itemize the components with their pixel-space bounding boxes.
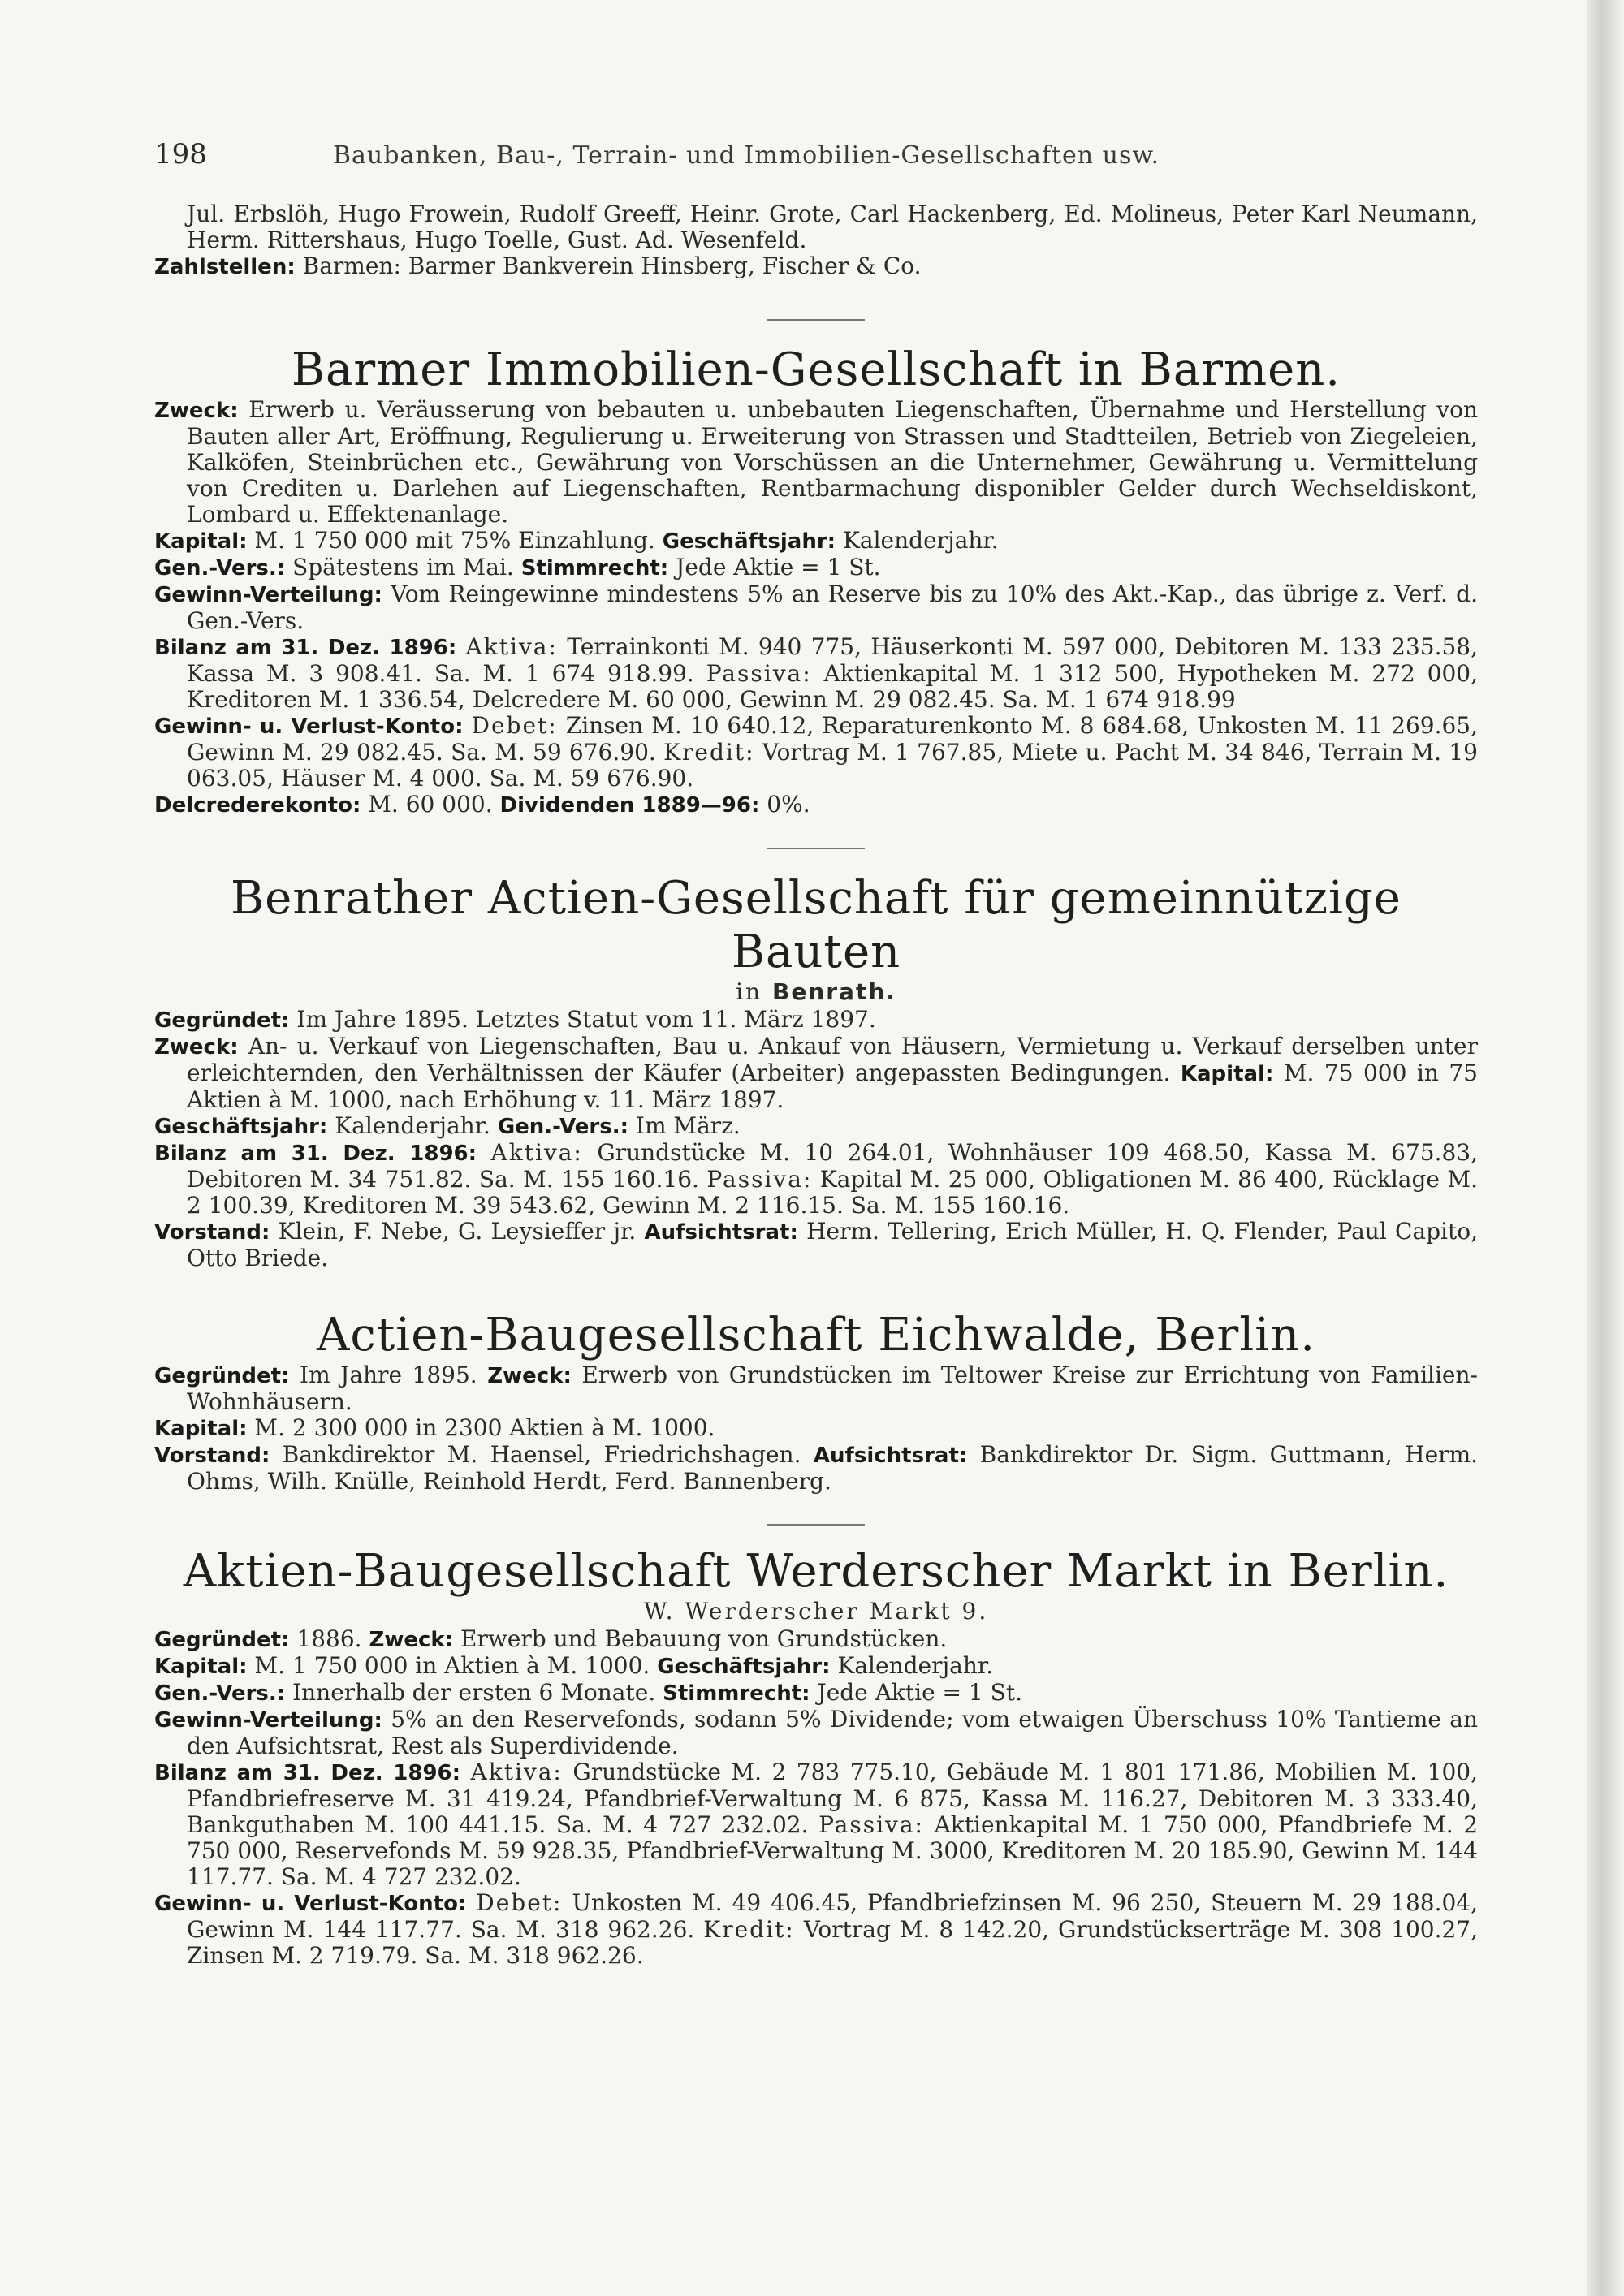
gegruendet-entry: Gegründet: Im Jahre 1895. Letztes Statut vom 11. März 1897. (154, 1006, 876, 1033)
gewinnverteilung-entry: Gewinn-Verteilung: 5% an den Reservefonds, sodann 5% Dividende; vom etwaigen Überschuss 10% Tantieme an den Aufsichtsrat, Rest als Superdividende. (154, 1706, 1478, 1759)
delcredere-entry: Delcrederekonto: M. 60 000. Dividenden 1889—96: 0%. (154, 791, 810, 818)
section-benrather (154, 872, 1478, 1271)
gegruendet-entry: Gegründet: 1886. Zweck: Erwerb und Bebauung von Grundstücken. (154, 1625, 948, 1652)
section-werder (154, 1545, 1478, 1969)
page-edge-shadow (1587, 0, 1624, 2296)
page-header (154, 138, 1478, 170)
document-page (154, 138, 1478, 1969)
zweck-entry: Zweck: Erwerb u. Veräusserung von bebauten u. unbebauten Liegenschaften, Übernahme und Herstellung von Bauten aller Art, Eröffnung, Regulierung u. Erweiterung von Strassen und Stadtteilen, Betrieb von Ziegeleien, Kalköfen, Steinbrüchen etc., Gewährung von Vorschüssen an die Unternehmer, Gewährung u. Vermittelung von Crediten u. Darlehen auf Liegenschaften, Rentbarmachung disponibler Gelder durch Wechseldiskont, Lombard u. Effektenanlage. (154, 396, 1478, 528)
running-title: Baubanken, Bau-, Terrain- und Immobilien-Gesellschaften usw. (333, 141, 1160, 170)
vorstand-entry: Vorstand: Klein, F. Nebe, G. Leysieffer jr. Aufsichtsrat: Herm. Tellering, Erich Müller, H. Q. Flender, Paul Capito, Otto Briede. (154, 1218, 1478, 1271)
divider (767, 1524, 865, 1526)
intro-names: Jul. Erbslöh, Hugo Frowein, Rudolf Greeff, Heinr. Grote, Carl Hackenberg, Ed. Molineus, Peter Karl Neumann, Herm. Rittershaus, Hugo Toelle, Gust. Ad. Wesenfeld. (187, 201, 1478, 253)
bilanz-entry: Bilanz am 31. Dez. 1896: Aktiva: Grundstücke M. 10 264.01, Wohnhäuser 109 468.50, Kassa M. 675.83, Debitoren M. 34 751.82. Sa. M. 155 160.16. Passiva: Kapital M. 25 000, Obligationen M. 86 400, Rücklage M. 2 100.39, Kreditoren M. 39 543.62, Gewinn M. 2 116.15. Sa. M. 155 160.16. (154, 1139, 1479, 1219)
section-eichwalde (154, 1309, 1478, 1495)
section-title: Aktien-Baugesellschaft Werderscher Markt in Berlin. (183, 1545, 1449, 1598)
intro-zahlstellen: Zahlstellen: Barmen: Barmer Bankverein Hinsberg, Fischer & Co. (154, 252, 922, 279)
gegruendet-entry: Gegründet: Im Jahre 1895. Zweck: Erwerb von Grundstücken im Teltower Kreise zur Errichtung von Familien-Wohnhäusern. (154, 1362, 1478, 1415)
kapital-entry: Kapital: M. 1 750 000 in Aktien à M. 1000. Geschäftsjahr: Kalenderjahr. (154, 1652, 994, 1679)
bilanz-entry: Bilanz am 31. Dez. 1896: Aktiva: Terrainkonti M. 940 775, Häuserkonti M. 597 000, Debitoren M. 133 235.58, Kassa M. 3 908.41. Sa. M. 1 674 918.99. Passiva: Aktienkapital M. 1 312 500, Hypotheken M. 272 000, Kreditoren M. 1 336.54, Delcredere M. 60 000, Gewinn M. 29 082.45. Sa. M. 1 674 918.99 (154, 633, 1479, 713)
bilanz-entry: Bilanz am 31. Dez. 1896: Aktiva: Grundstücke M. 2 783 775.10, Gebäude M. 1 801 171.86, Mobilien M. 100, Pfandbriefreserve M. 31 419.24, Pfandbrief-Verwaltung M. 6 875, Kassa M. 116.27, Debitoren M. 3 333.40, Bankguthaben M. 100 441.15. Sa. M. 4 727 232.02. Passiva: Aktienkapital M. 1 750 000, Pfandbriefe M. 2 750 000, Reservefonds M. 59 928.35, Pfandbrief-Verwaltung M. 3000, Kreditoren M. 20 185.90, Gewinn M. 144 117.77. Sa. M. 4 727 232.02. (154, 1759, 1479, 1890)
guv-entry: Gewinn- u. Verlust-Konto: Debet: Unkosten M. 49 406.45, Pfandbriefzinsen M. 96 250, Steuern M. 29 188.04, Gewinn M. 144 117.77. Sa. M. 318 962.26. Kredit: Vortrag M. 8 142.20, Grundstückserträge M. 308 100.27, Zinsen M. 2 719.79. Sa. M. 318 962.26. (154, 1889, 1479, 1969)
kapital-entry: Kapital: M. 1 750 000 mit 75% Einzahlung. Geschäftsjahr: Kalenderjahr. (154, 527, 999, 554)
section-subtitle: W. Werderscher Markt 9. (643, 1598, 989, 1625)
intro-block (154, 201, 1478, 280)
section-title: Actien-Baugesellschaft Eichwalde, Berlin. (316, 1309, 1315, 1362)
kapital-entry: Kapital: M. 2 300 000 in 2300 Aktien à M. 1000. (154, 1414, 715, 1441)
section-title: Benrather Actien-Gesellschaft für gemeinnützige Bauten (231, 872, 1402, 978)
section-title: Barmer Immobilien-Gesellschaft in Barmen. (291, 343, 1341, 396)
spacer (154, 1271, 1478, 1309)
genvers-entry: Gen.-Vers.: Spätestens im Mai. Stimmrecht: Jede Aktie = 1 St. (154, 554, 881, 580)
zweck-entry: Zweck: An- u. Verkauf von Liegenschaften, Bau u. Ankauf von Häusern, Vermietung u. Verkauf derselben unter erleichternden, den Verhältnissen der Käufer (Arbeiter) angepassten Bedingungen. Kapital: M. 75 000 in 75 Aktien à M. 1000, nach Erhöhung v. 11. März 1897. (154, 1033, 1478, 1113)
guv-entry: Gewinn- u. Verlust-Konto: Debet: Zinsen M. 10 640.12, Reparaturenkonto M. 8 684.68, Unkosten M. 11 269.65, Gewinn M. 29 082.45. Sa. M. 59 676.90. Kredit: Vortrag M. 1 767.85, Miete u. Pacht M. 34 846, Terrain M. 19 063.05, Häuser M. 4 000. Sa. M. 59 676.90. (154, 712, 1479, 792)
gewinnverteilung-entry: Gewinn-Verteilung: Vom Reingewinne mindestens 5% an Reserve bis zu 10% des Akt.-Kap., das übrige z. Verf. d. Gen.-Vers. (154, 580, 1478, 634)
divider (767, 848, 865, 849)
section-barmer (154, 343, 1478, 818)
section-subtitle: in Benrath. (736, 978, 896, 1005)
page-number: 198 (154, 138, 207, 170)
genvers-entry: Gen.-Vers.: Innerhalb der ersten 6 Monate. Stimmrecht: Jede Aktie = 1 St. (154, 1679, 1022, 1706)
vorstand-entry: Vorstand: Bankdirektor M. Haensel, Friedrichshagen. Aufsichtsrat: Bankdirektor Dr. Sigm. Guttmann, Herm. Ohms, Wilh. Knülle, Reinhold Herdt, Ferd. Bannenberg. (154, 1441, 1479, 1495)
divider (767, 319, 865, 321)
geschaeftsjahr-entry: Geschäftsjahr: Kalenderjahr. Gen.-Vers.: Im März. (154, 1112, 741, 1139)
